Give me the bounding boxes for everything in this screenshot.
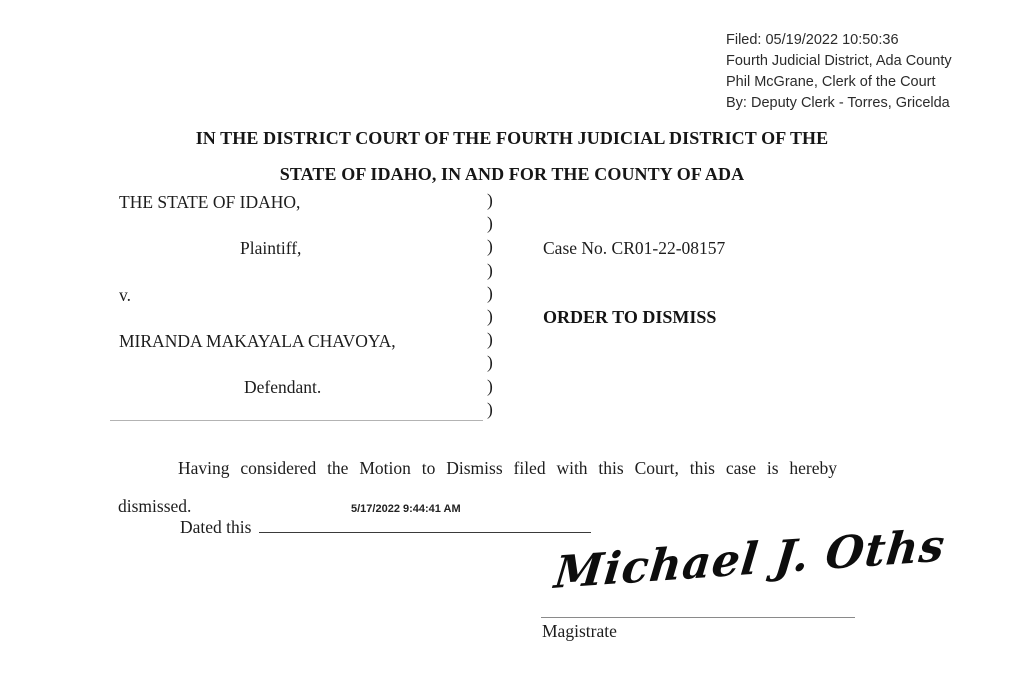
court-title-line1: IN THE DISTRICT COURT OF THE FOURTH JUDICIAL DISTRICT OF THE (195, 128, 829, 148)
caption-versus: v. (119, 285, 131, 305)
caption-plaintiff-label: Plaintiff, (240, 238, 302, 258)
paren-glyph: ) (487, 306, 493, 327)
signature-title: Magistrate (542, 621, 617, 641)
signature-handwriting: Michael J. Oths (552, 520, 948, 599)
court-title-line2: STATE OF IDAHO, IN AND FOR THE COUNTY OF ADA (279, 164, 745, 184)
paren-glyph: ) (487, 190, 493, 210)
caption-defendant-name: MIRANDA MAKAYALA CHAVOYA, (119, 331, 396, 351)
filing-stamp-filed-line: Filed: 05/19/2022 10:50:36 (726, 32, 899, 48)
paren-glyph: ) (487, 329, 493, 350)
signature-line (541, 617, 855, 618)
paren-glyph: ) (487, 213, 493, 234)
body-paragraph-line2: dismissed. (118, 496, 192, 516)
case-number: Case No. CR01-22-08157 (543, 238, 726, 258)
filing-stamp-clerk-line: Phil McGrane, Clerk of the Court (726, 74, 936, 90)
paren-glyph: ) (487, 352, 493, 373)
paren-glyph: ) (487, 398, 493, 419)
paren-glyph: ) (487, 375, 493, 396)
filing-stamp (726, 30, 952, 114)
caption-defendant-label: Defendant. (244, 377, 322, 397)
dated-underline (259, 516, 591, 533)
caption-paren-column (487, 189, 493, 421)
filing-stamp-deputy-line: By: Deputy Clerk - Torres, Gricelda (726, 95, 950, 111)
court-title (0, 120, 1024, 192)
dated-timestamp: 5/17/2022 9:44:41 AM (351, 503, 461, 515)
body-paragraph-line1: Having considered the Motion to Dismiss filed with this Court, this case is hereby (178, 458, 838, 478)
caption-plaintiff-name: THE STATE OF IDAHO, (119, 192, 301, 212)
dated-label: Dated this (180, 517, 252, 537)
caption-underline (110, 420, 483, 421)
paren-glyph: ) (487, 282, 493, 303)
body-paragraph (118, 449, 912, 525)
filing-stamp-district-line: Fourth Judicial District, Ada County (726, 53, 952, 69)
paren-glyph: ) (487, 236, 493, 257)
dated-row (180, 516, 591, 538)
order-title: ORDER TO DISMISS (543, 307, 717, 327)
paren-glyph: ) (487, 259, 493, 280)
